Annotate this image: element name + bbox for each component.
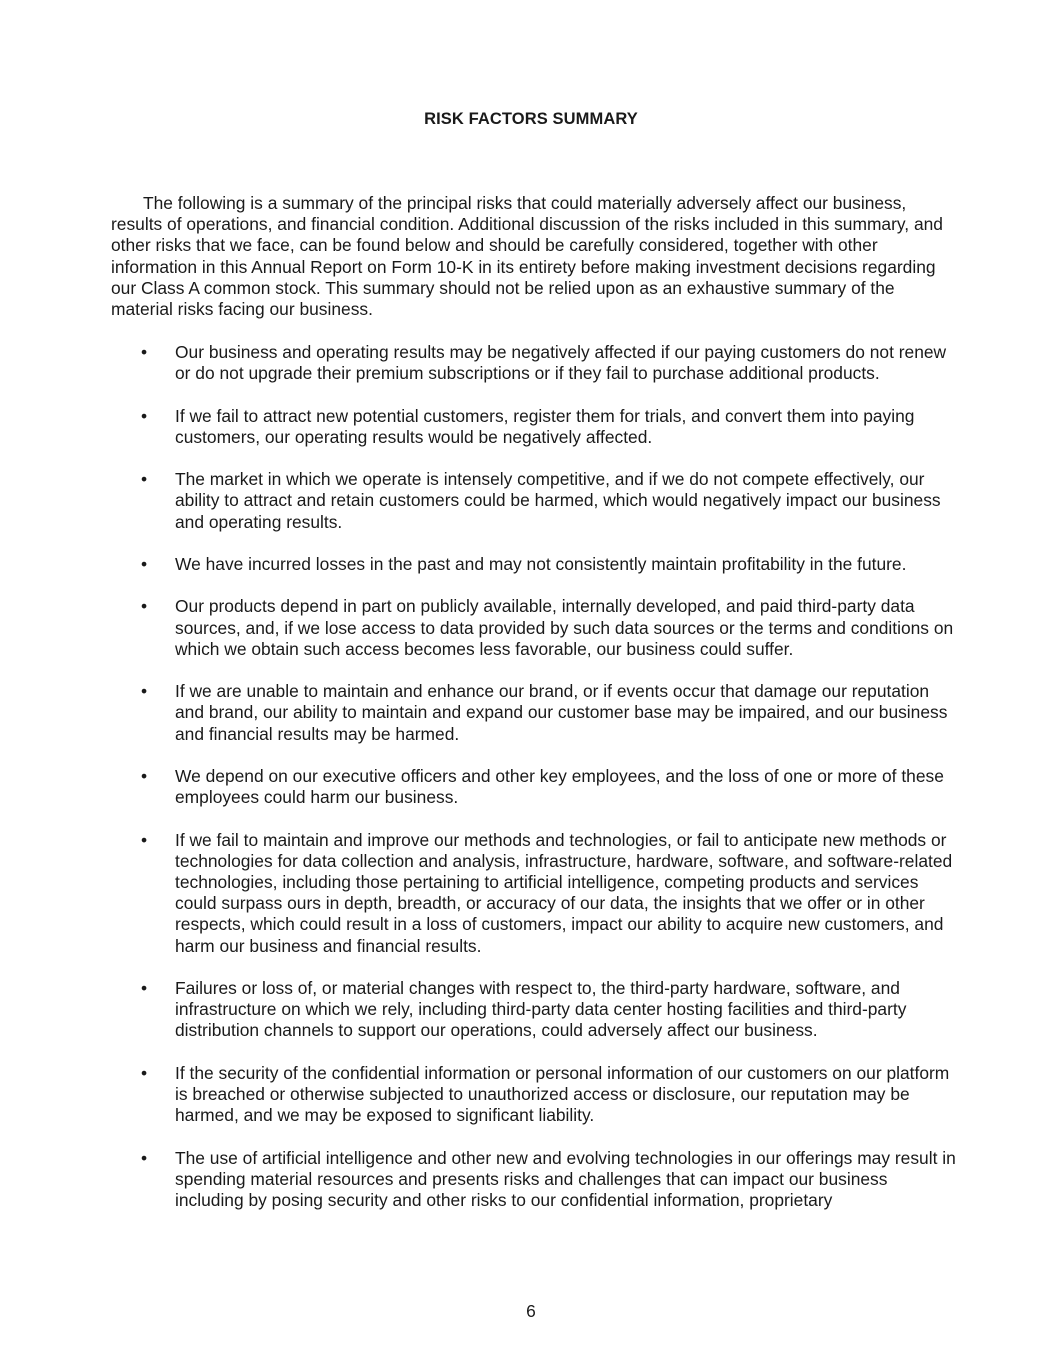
- bullet-icon: •: [141, 765, 148, 786]
- list-item: [111, 830, 956, 957]
- bullet-icon: •: [141, 1062, 148, 1083]
- bullet-icon: •: [141, 405, 148, 426]
- bullet-icon: •: [141, 1147, 148, 1168]
- risk-text: We depend on our executive officers and other key employees, and the loss of one or more of these employees could harm our business.: [175, 765, 944, 808]
- risk-text: The use of artificial intelligence and other new and evolving technologies in our offerings may result in spending material resources and presents risks and challenges that can impact our business including by posing security and other risks to our confidential information, proprietary: [175, 1147, 956, 1210]
- risk-text: If the security of the confidential information or personal information of our customers on our platform is breached or otherwise subjected to unauthorized access or disclosure, our reputation may be harmed, and we may be exposed to significant liability.: [175, 1062, 950, 1126]
- bullet-icon: •: [141, 977, 148, 998]
- bullet-icon: •: [141, 553, 148, 574]
- list-item: [111, 766, 956, 808]
- list-item: [111, 1148, 956, 1212]
- bullet-icon: •: [141, 829, 148, 850]
- risk-text: Our products depend in part on publicly available, internally developed, and paid third-party data sources, and, if we lose access to data provided by such data sources or the terms and conditions on which we obtain such access becomes less favorable, our business could suffer.: [175, 596, 954, 659]
- page-number: 6: [526, 1301, 536, 1321]
- bullet-icon: •: [141, 596, 148, 617]
- risk-text: Our business and operating results may be negatively affected if our paying customers do not renew or do not upgrade their premium subscriptions or if they fail to purchase additional products.: [175, 342, 947, 384]
- list-item: [111, 342, 956, 384]
- risk-text: Failures or loss of, or material changes with respect to, the third-party hardware, software, and infrastructure on which we rely, including third-party data center hosting facilities and third-party distribution channels to support our operations, could adversely affect our business.: [175, 977, 907, 1041]
- bullet-icon: •: [141, 681, 148, 702]
- list-item: [111, 681, 956, 745]
- page-title: RISK FACTORS SUMMARY: [424, 110, 638, 128]
- risk-text: We have incurred losses in the past and may not consistently maintain profitability in the future.: [175, 553, 907, 574]
- list-item: [111, 978, 956, 1042]
- list-item: [111, 406, 956, 448]
- risk-text: If we are unable to maintain and enhance our brand, or if events occur that damage our reputation and brand, our ability to maintain and expand our customer base may be impaired, and our business and financial results may be harmed.: [175, 681, 948, 744]
- list-item: [111, 596, 956, 660]
- intro-paragraph: The following is a summary of the principal risks that could materially adversely affect our business, results of operations, and financial condition. Additional discussion of the risks included in this summary, and other risks that we face, can be found below and should be carefully considered, together with other information in this Annual Report on Form 10-K in its entirety before making investment decisions regarding our Class A common stock. This summary should not be relied upon as an exhaustive summary of the material risks facing our business.: [111, 193, 943, 320]
- list-item: [111, 469, 956, 533]
- bullet-icon: •: [141, 342, 148, 362]
- bullet-icon: •: [141, 469, 148, 490]
- list-item: [111, 554, 956, 575]
- list-item: [111, 1063, 956, 1127]
- risk-text: The market in which we operate is intensely competitive, and if we do not compete effectively, our ability to attract and retain customers could be harmed, which would negatively impact our business and operating results.: [175, 469, 941, 532]
- risk-text: If we fail to attract new potential customers, register them for trials, and convert them into paying customers, our operating results would be negatively affected.: [175, 405, 915, 447]
- risk-list: [111, 342, 956, 1232]
- risk-text: If we fail to maintain and improve our methods and technologies, or fail to anticipate new methods or technologies for data collection and analysis, infrastructure, hardware, software, and software-related technologies, including those pertaining to artificial intelligence, competing products and services could surpass ours in depth, breadth, or accuracy of our data, the insights that we offer or in other respects, which could result in a loss of customers, impact our ability to acquire new customers, and harm our business and financial results.: [175, 829, 953, 956]
